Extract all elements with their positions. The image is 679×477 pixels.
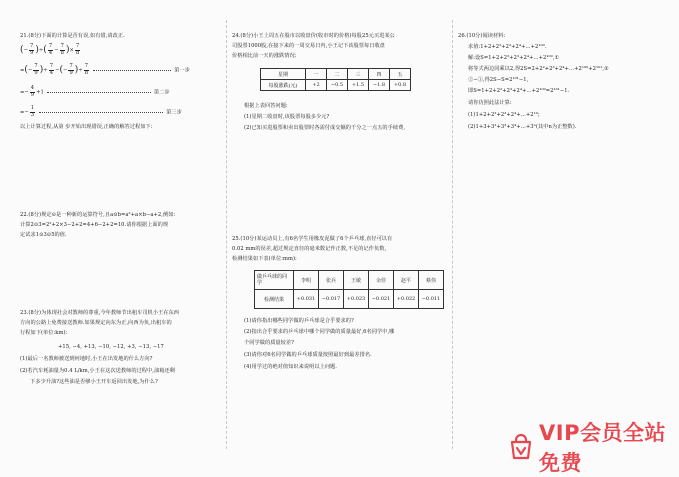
q25-text-4: (1)请你指出哪些同学做的乒乓球是合乎要求的? — [244, 318, 354, 324]
q25-text-8: (4)用学过的绝对值知识来说明以上问题. — [244, 364, 337, 370]
table-cell: +2 — [306, 80, 327, 91]
q23-text-6: 下多少升油?这些油是否够小王开车返回出发地,为什么? — [30, 379, 158, 385]
table-row — [255, 290, 444, 309]
q23-text-5: (2)若汽车耗油量为0.4 L/km,小王在这次送教师的过程中,油箱还剩 — [20, 368, 175, 374]
table-cell: 每股涨跌(元) — [261, 80, 306, 91]
q24-text-2: 司股票1000股,在接下来的一周交易日内,小王记下该股票每日收盘 — [232, 43, 385, 49]
q21-step1: 第一步 — [174, 67, 190, 74]
table-cell: 张兵 — [319, 271, 344, 290]
q26-text-2: 求值:1+2+2²+2³+2⁴+…+2¹⁰⁰. — [468, 44, 547, 50]
table-cell: 王敏 — [344, 271, 369, 290]
q21-line3: =− $\frac{1}{3}$ 第三步 — [20, 105, 182, 118]
q24-text-3: 价格相比前一天的涨跌情况: — [232, 53, 297, 59]
q21-line1: =(− $\frac{7}{9}$ )÷ $\frac{7}{4}$ −(− $\frac{7}{9}$ )÷ $\frac{7}{8}$ 第一步 — [20, 63, 190, 76]
q25-text-2: 0.02 mm的误差,超过规定直径的毫米数记作正数,不足的记作负数, — [232, 246, 387, 252]
table-cell: 星期 — [261, 69, 306, 80]
q24-text-4: 根据上表回答问题: — [244, 103, 288, 109]
table-cell: 二 — [327, 69, 348, 80]
vip-badge[interactable] — [506, 421, 679, 475]
table-cell: +0.8 — [390, 80, 411, 91]
q26-text-7: 请你仿照此法计算: — [468, 100, 512, 106]
q23-text-3: 行程如下(单位:km): — [20, 330, 68, 336]
q22-text-3: 定试求1⊙3⊙5的值. — [20, 232, 67, 238]
q26-text-5: ②−①,得2S−S=2¹⁰¹−1, — [468, 77, 529, 83]
q26-text-3: 解:设S=1+2+2²+2³+2⁴+…+2¹⁰⁰,① — [468, 55, 560, 61]
column-3 — [452, 0, 679, 469]
q21-intro: 21.(8分)下面的计算是否有误,如有错,请改正. — [20, 33, 125, 39]
table-cell: 一 — [306, 69, 327, 80]
table-cell: 三 — [348, 69, 369, 80]
column-1 — [0, 0, 226, 469]
table-cell: +0.022 — [394, 290, 419, 309]
q22-text-2: 计算2⊙3=2²+2×3−2+2=4+6−2+2=10.请你根据上面的规 — [20, 222, 169, 228]
table-cell: +0.023 — [344, 290, 369, 309]
q24-table — [260, 68, 411, 91]
table-cell: −0.011 — [419, 290, 444, 309]
q26-text-4: 将等式两边同乘以2,得2S=2+2²+2³+2⁴+…+2¹⁰⁰+2¹⁰¹,② — [468, 66, 609, 72]
q26-text-1: 26.(10分)阅读材料: — [458, 33, 506, 39]
q24-text-6: (2)已知买进股票和卖出股票时各需付成交额的千分之一点五的手续费, — [244, 125, 406, 131]
q26-text-9: (2)1+3+3²+3³+3⁴+…+3ⁿ(其中n为正整数). — [468, 124, 577, 130]
table-cell: 余佳 — [369, 271, 394, 290]
q21-line2: =− $\frac{4}{9}$ +1 第二步 — [20, 85, 170, 98]
q25-text-5: (2)指出合乎要求的乒乓球中哪个同学做的质量最好,6名同学中,哪 — [244, 329, 395, 335]
q23-text-1: 23.(8分)为体现社会对教师的尊重,今年教师节出租车司机小王在东西 — [20, 310, 180, 316]
table-cell: 四 — [369, 69, 390, 80]
table-cell: 李明 — [294, 271, 319, 290]
q23-data-row: +15, −4, +13, −10, −12, +3, −13, −17 — [58, 344, 164, 350]
q22-text-1: 22.(8分)规定⊙是一种新的运算符号,且a⊙b=a²+a×b−a+2,例如: — [20, 212, 176, 218]
q25-text-3: 检测结果如下表(单位:mm): — [232, 256, 297, 262]
q23-text-2: 方向的公路上免费接送教师.如果规定向东为正,向西为负,出租车的 — [20, 320, 172, 326]
q25-text-7: (3)请你对6名同学做的乒乓球质量按照最好到最差排名. — [244, 352, 372, 358]
table-cell: 做乒乓球的同学 — [255, 271, 294, 290]
table-cell: +1.5 — [348, 80, 369, 91]
column-2 — [226, 0, 452, 469]
q23-text-4: (1)最后一名教师被送到何地时,小王在出发地的什么方向? — [20, 356, 153, 362]
table-cell: 赵平 — [394, 271, 419, 290]
q26-text-8: (1)1+2+2²+2³+2⁴+…+2¹⁰; — [468, 112, 540, 118]
table-cell: 五 — [390, 69, 411, 80]
table-cell: −1.8 — [369, 80, 390, 91]
shopping-bag-icon — [506, 432, 536, 462]
q25-table — [254, 270, 444, 309]
table-cell: −0.5 — [327, 80, 348, 91]
q24-text-5: (1)星期二收盘时,该股票每股多少元? — [244, 114, 330, 120]
q25-text-6: 个同学做的质量较差? — [244, 340, 294, 346]
vip-badge-label: VIP会员全站免费 — [539, 421, 666, 475]
table-cell: +0.031 — [294, 290, 319, 309]
table-row — [261, 80, 411, 91]
q26-text-6: 即S=1+2+2²+2³+2⁴+…+2¹⁰⁰=2¹⁰¹−1. — [468, 88, 570, 94]
q24-text-1: 24.(8分)小王上周五在股市以收盘价(收市时的价格)每股25元买进某公 — [232, 33, 395, 39]
table-cell: −0.021 — [369, 290, 394, 309]
table-cell: 蔡伟 — [419, 271, 444, 290]
table-row — [255, 271, 444, 290]
q21-expression: (− $\frac{7}{9}$ )÷( $\frac{7}{4}$ − $\frac{7}{8}$ )× $\frac{7}{8}$ — [20, 43, 80, 56]
q21-conclusion: 以上计算过程,从第 步开始出现错误,正确的解答过程如下: — [20, 124, 153, 130]
table-cell: 检测结果 — [255, 290, 294, 309]
q21-step3: 第三步 — [166, 109, 182, 116]
q25-text-1: 25.(10分)某运动员上,有6名学生用橡皮泥做了6个乒乓球,直径可以有 — [232, 236, 393, 242]
table-row — [261, 69, 411, 80]
table-cell: −0.017 — [319, 290, 344, 309]
q21-step2: 第二步 — [153, 89, 170, 96]
